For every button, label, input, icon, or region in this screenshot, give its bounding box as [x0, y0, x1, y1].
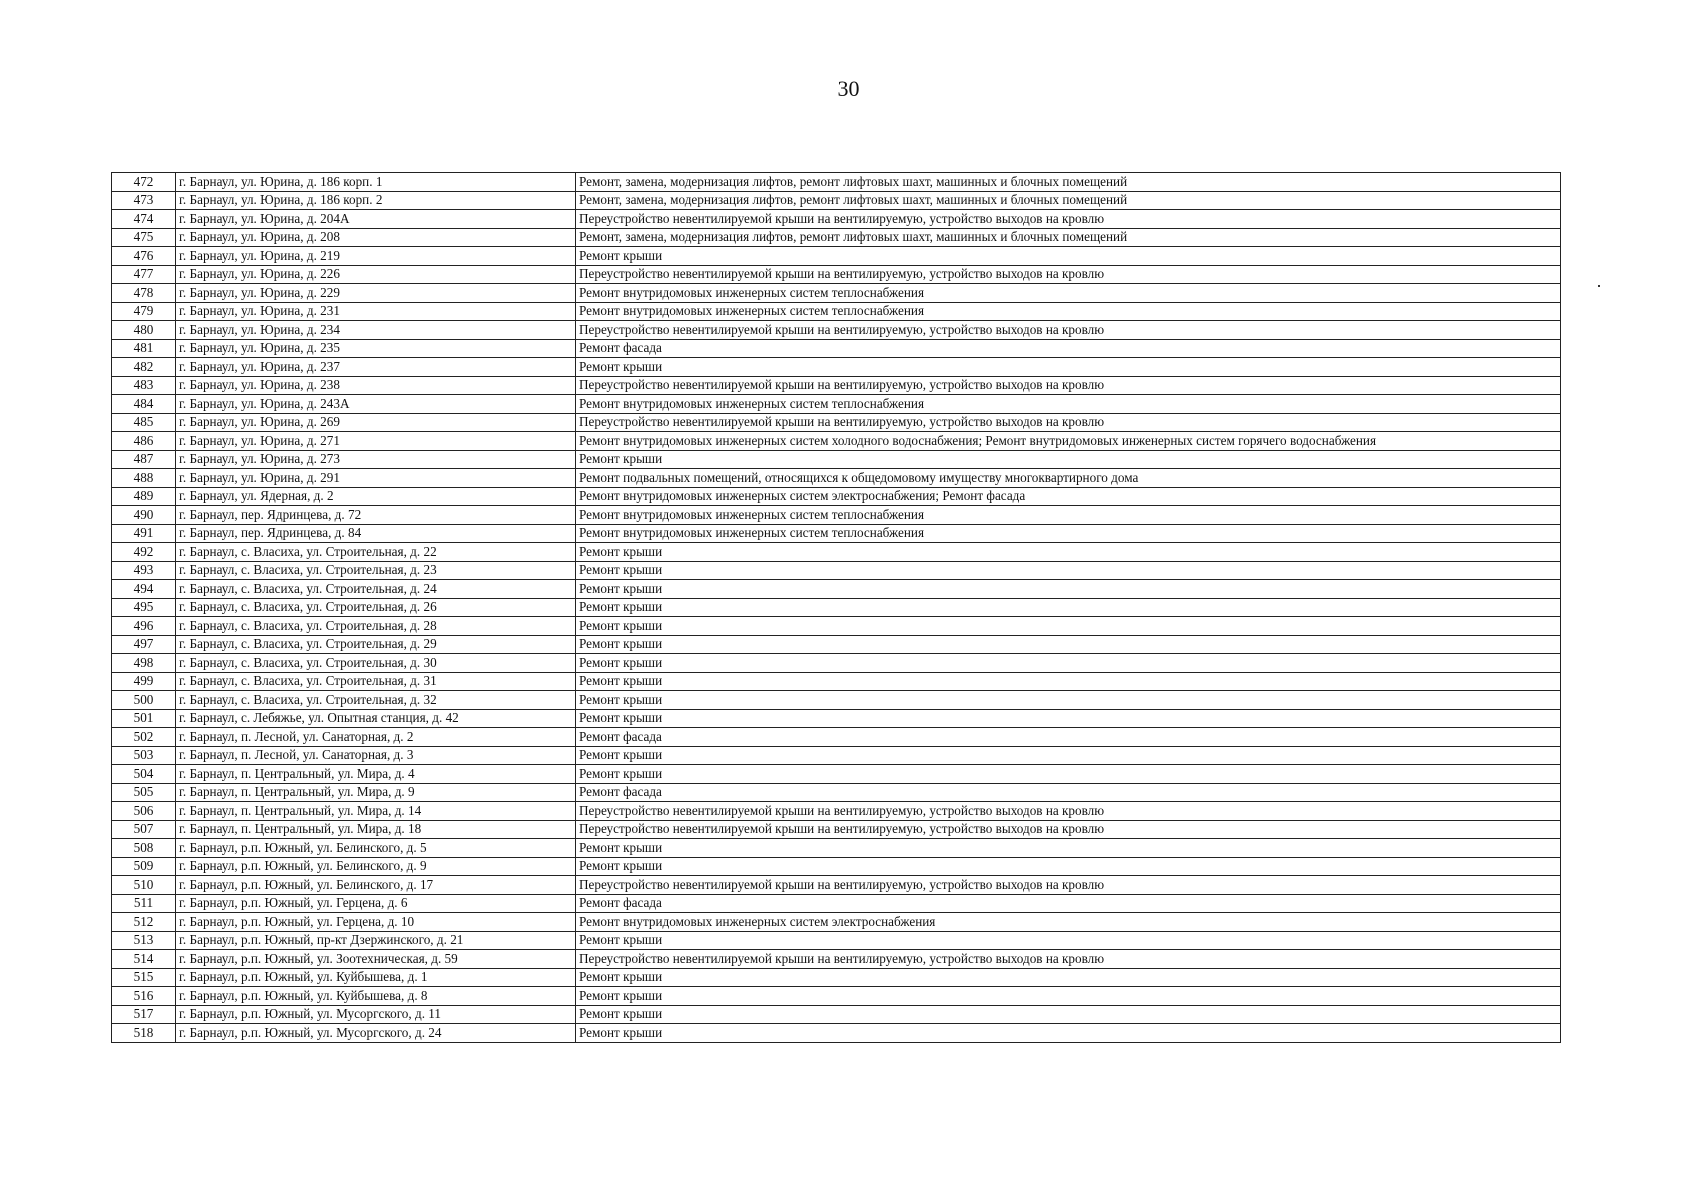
- work-type-cell: Ремонт крыши: [576, 765, 1561, 784]
- work-type-cell: Переустройство невентилируемой крыши на вентилируемую, устройство выходов на кровлю: [576, 802, 1561, 821]
- row-number-cell: 479: [112, 302, 176, 321]
- address-cell: г. Барнаул, р.п. Южный, ул. Зоотехническая, д. 59: [176, 950, 576, 969]
- repair-register-table: [111, 172, 1561, 1043]
- row-number-cell: 511: [112, 894, 176, 913]
- table-row: [112, 950, 1561, 969]
- work-type-cell: Переустройство невентилируемой крыши на вентилируемую, устройство выходов на кровлю: [576, 376, 1561, 395]
- table-row: [112, 691, 1561, 710]
- address-cell: г. Барнаул, ул. Юрина, д. 271: [176, 432, 576, 451]
- work-type-cell: Переустройство невентилируемой крыши на вентилируемую, устройство выходов на кровлю: [576, 210, 1561, 229]
- address-cell: г. Барнаул, ул. Юрина, д. 273: [176, 450, 576, 469]
- work-type-cell: Ремонт внутридомовых инженерных систем теплоснабжения: [576, 506, 1561, 525]
- table-row: [112, 1005, 1561, 1024]
- table-row: [112, 543, 1561, 562]
- address-cell: г. Барнаул, р.п. Южный, ул. Мусоргского, д. 11: [176, 1005, 576, 1024]
- table-row: [112, 247, 1561, 266]
- row-number-cell: 484: [112, 395, 176, 414]
- table-row: [112, 450, 1561, 469]
- row-number-cell: 472: [112, 173, 176, 192]
- address-cell: г. Барнаул, ул. Юрина, д. 204А: [176, 210, 576, 229]
- address-cell: г. Барнаул, пер. Ядринцева, д. 72: [176, 506, 576, 525]
- table-row: [112, 173, 1561, 192]
- table-row: [112, 487, 1561, 506]
- address-cell: г. Барнаул, пер. Ядринцева, д. 84: [176, 524, 576, 543]
- work-type-cell: Ремонт крыши: [576, 691, 1561, 710]
- table-row: [112, 284, 1561, 303]
- row-number-cell: 489: [112, 487, 176, 506]
- row-number-cell: 492: [112, 543, 176, 562]
- table-row: [112, 894, 1561, 913]
- work-type-cell: Переустройство невентилируемой крыши на вентилируемую, устройство выходов на кровлю: [576, 876, 1561, 895]
- address-cell: г. Барнаул, с. Лебяжье, ул. Опытная станция, д. 42: [176, 709, 576, 728]
- table-row: [112, 210, 1561, 229]
- row-number-cell: 502: [112, 728, 176, 747]
- table-row: [112, 432, 1561, 451]
- table-row: [112, 228, 1561, 247]
- address-cell: г. Барнаул, ул. Юрина, д. 226: [176, 265, 576, 284]
- work-type-cell: Ремонт крыши: [576, 450, 1561, 469]
- work-type-cell: Ремонт фасада: [576, 783, 1561, 802]
- table-row: [112, 191, 1561, 210]
- row-number-cell: 482: [112, 358, 176, 377]
- row-number-cell: 504: [112, 765, 176, 784]
- table-row: [112, 839, 1561, 858]
- page-number: 30: [837, 76, 860, 101]
- table-row: [112, 709, 1561, 728]
- work-type-cell: Ремонт крыши: [576, 857, 1561, 876]
- table-row: [112, 598, 1561, 617]
- table-row: [112, 321, 1561, 340]
- table-row: [112, 728, 1561, 747]
- table-row: [112, 987, 1561, 1006]
- work-type-cell: Ремонт крыши: [576, 1005, 1561, 1024]
- table-row: [112, 358, 1561, 377]
- work-type-cell: Ремонт крыши: [576, 358, 1561, 377]
- address-cell: г. Барнаул, п. Центральный, ул. Мира, д. 9: [176, 783, 576, 802]
- work-type-cell: Переустройство невентилируемой крыши на вентилируемую, устройство выходов на кровлю: [576, 413, 1561, 432]
- work-type-cell: Ремонт крыши: [576, 709, 1561, 728]
- table-row: [112, 672, 1561, 691]
- row-number-cell: 516: [112, 987, 176, 1006]
- table-row: [112, 469, 1561, 488]
- table-row: [112, 635, 1561, 654]
- address-cell: г. Барнаул, п. Центральный, ул. Мира, д. 4: [176, 765, 576, 784]
- table-row: [112, 339, 1561, 358]
- row-number-cell: 507: [112, 820, 176, 839]
- row-number-cell: 485: [112, 413, 176, 432]
- address-cell: г. Барнаул, с. Власиха, ул. Строительная, д. 24: [176, 580, 576, 599]
- table-row: [112, 876, 1561, 895]
- table-row: [112, 506, 1561, 525]
- row-number-cell: 474: [112, 210, 176, 229]
- work-type-cell: Ремонт фасада: [576, 728, 1561, 747]
- row-number-cell: 505: [112, 783, 176, 802]
- address-cell: г. Барнаул, р.п. Южный, ул. Белинского, д. 9: [176, 857, 576, 876]
- address-cell: г. Барнаул, ул. Юрина, д. 219: [176, 247, 576, 266]
- address-cell: г. Барнаул, р.п. Южный, ул. Герцена, д. 6: [176, 894, 576, 913]
- address-cell: г. Барнаул, п. Центральный, ул. Мира, д. 18: [176, 820, 576, 839]
- work-type-cell: Переустройство невентилируемой крыши на вентилируемую, устройство выходов на кровлю: [576, 321, 1561, 340]
- row-number-cell: 506: [112, 802, 176, 821]
- address-cell: г. Барнаул, ул. Юрина, д. 229: [176, 284, 576, 303]
- table-row: [112, 746, 1561, 765]
- address-cell: г. Барнаул, ул. Юрина, д. 235: [176, 339, 576, 358]
- row-number-cell: 487: [112, 450, 176, 469]
- work-type-cell: Ремонт крыши: [576, 561, 1561, 580]
- work-type-cell: Ремонт крыши: [576, 1024, 1561, 1043]
- work-type-cell: Ремонт внутридомовых инженерных систем теплоснабжения: [576, 284, 1561, 303]
- work-type-cell: Ремонт, замена, модернизация лифтов, ремонт лифтовых шахт, машинных и блочных помещений: [576, 191, 1561, 210]
- row-number-cell: 510: [112, 876, 176, 895]
- address-cell: г. Барнаул, ул. Юрина, д. 186 корп. 2: [176, 191, 576, 210]
- register-body: [112, 173, 1561, 1043]
- row-number-cell: 478: [112, 284, 176, 303]
- work-type-cell: Ремонт крыши: [576, 598, 1561, 617]
- row-number-cell: 501: [112, 709, 176, 728]
- work-type-cell: Ремонт фасада: [576, 894, 1561, 913]
- address-cell: г. Барнаул, ул. Юрина, д. 234: [176, 321, 576, 340]
- work-type-cell: Ремонт внутридомовых инженерных систем теплоснабжения: [576, 302, 1561, 321]
- row-number-cell: 513: [112, 931, 176, 950]
- address-cell: г. Барнаул, п. Лесной, ул. Санаторная, д. 3: [176, 746, 576, 765]
- address-cell: г. Барнаул, р.п. Южный, ул. Белинского, д. 17: [176, 876, 576, 895]
- row-number-cell: 493: [112, 561, 176, 580]
- address-cell: г. Барнаул, с. Власиха, ул. Строительная, д. 22: [176, 543, 576, 562]
- row-number-cell: 512: [112, 913, 176, 932]
- work-type-cell: Ремонт крыши: [576, 987, 1561, 1006]
- address-cell: г. Барнаул, с. Власиха, ул. Строительная, д. 26: [176, 598, 576, 617]
- row-number-cell: 490: [112, 506, 176, 525]
- work-type-cell: Ремонт крыши: [576, 968, 1561, 987]
- table-row: [112, 524, 1561, 543]
- row-number-cell: 496: [112, 617, 176, 636]
- scan-artifact-dot: [1598, 285, 1600, 287]
- work-type-cell: Ремонт внутридомовых инженерных систем электроснабжения: [576, 913, 1561, 932]
- table-row: [112, 802, 1561, 821]
- table-row: [112, 931, 1561, 950]
- work-type-cell: Ремонт крыши: [576, 543, 1561, 562]
- address-cell: г. Барнаул, р.п. Южный, ул. Куйбышева, д. 8: [176, 987, 576, 1006]
- row-number-cell: 509: [112, 857, 176, 876]
- work-type-cell: Ремонт крыши: [576, 839, 1561, 858]
- table-row: [112, 561, 1561, 580]
- row-number-cell: 515: [112, 968, 176, 987]
- work-type-cell: Ремонт крыши: [576, 635, 1561, 654]
- row-number-cell: 500: [112, 691, 176, 710]
- work-type-cell: Ремонт крыши: [576, 580, 1561, 599]
- address-cell: г. Барнаул, ул. Юрина, д. 238: [176, 376, 576, 395]
- row-number-cell: 481: [112, 339, 176, 358]
- address-cell: г. Барнаул, ул. Юрина, д. 231: [176, 302, 576, 321]
- address-cell: г. Барнаул, с. Власиха, ул. Строительная, д. 23: [176, 561, 576, 580]
- address-cell: г. Барнаул, п. Центральный, ул. Мира, д. 14: [176, 802, 576, 821]
- table-row: [112, 913, 1561, 932]
- row-number-cell: 499: [112, 672, 176, 691]
- work-type-cell: Ремонт внутридомовых инженерных систем электроснабжения; Ремонт фасада: [576, 487, 1561, 506]
- address-cell: г. Барнаул, с. Власиха, ул. Строительная, д. 29: [176, 635, 576, 654]
- work-type-cell: Переустройство невентилируемой крыши на вентилируемую, устройство выходов на кровлю: [576, 950, 1561, 969]
- table-row: [112, 617, 1561, 636]
- address-cell: г. Барнаул, п. Лесной, ул. Санаторная, д. 2: [176, 728, 576, 747]
- table-row: [112, 654, 1561, 673]
- work-type-cell: Ремонт крыши: [576, 746, 1561, 765]
- address-cell: г. Барнаул, с. Власиха, ул. Строительная, д. 32: [176, 691, 576, 710]
- row-number-cell: 476: [112, 247, 176, 266]
- work-type-cell: Ремонт крыши: [576, 931, 1561, 950]
- work-type-cell: Ремонт, замена, модернизация лифтов, ремонт лифтовых шахт, машинных и блочных помещений: [576, 173, 1561, 192]
- work-type-cell: Ремонт, замена, модернизация лифтов, ремонт лифтовых шахт, машинных и блочных помещений: [576, 228, 1561, 247]
- row-number-cell: 480: [112, 321, 176, 340]
- work-type-cell: Ремонт крыши: [576, 672, 1561, 691]
- row-number-cell: 517: [112, 1005, 176, 1024]
- row-number-cell: 491: [112, 524, 176, 543]
- work-type-cell: Ремонт крыши: [576, 247, 1561, 266]
- table-row: [112, 265, 1561, 284]
- row-number-cell: 508: [112, 839, 176, 858]
- row-number-cell: 495: [112, 598, 176, 617]
- address-cell: г. Барнаул, с. Власиха, ул. Строительная, д. 28: [176, 617, 576, 636]
- work-type-cell: Ремонт внутридомовых инженерных систем теплоснабжения: [576, 524, 1561, 543]
- row-number-cell: 473: [112, 191, 176, 210]
- work-type-cell: Переустройство невентилируемой крыши на вентилируемую, устройство выходов на кровлю: [576, 820, 1561, 839]
- table-row: [112, 765, 1561, 784]
- row-number-cell: 497: [112, 635, 176, 654]
- table-row: [112, 1024, 1561, 1043]
- table-row: [112, 395, 1561, 414]
- address-cell: г. Барнаул, р.п. Южный, пр-кт Дзержинского, д. 21: [176, 931, 576, 950]
- table-row: [112, 302, 1561, 321]
- address-cell: г. Барнаул, ул. Юрина, д. 243А: [176, 395, 576, 414]
- address-cell: г. Барнаул, р.п. Южный, ул. Белинского, д. 5: [176, 839, 576, 858]
- address-cell: г. Барнаул, р.п. Южный, ул. Мусоргского, д. 24: [176, 1024, 576, 1043]
- row-number-cell: 518: [112, 1024, 176, 1043]
- address-cell: г. Барнаул, ул. Юрина, д. 186 корп. 1: [176, 173, 576, 192]
- address-cell: г. Барнаул, р.п. Южный, ул. Куйбышева, д. 1: [176, 968, 576, 987]
- work-type-cell: Ремонт крыши: [576, 654, 1561, 673]
- row-number-cell: 486: [112, 432, 176, 451]
- row-number-cell: 477: [112, 265, 176, 284]
- table-row: [112, 580, 1561, 599]
- table-row: [112, 413, 1561, 432]
- address-cell: г. Барнаул, р.п. Южный, ул. Герцена, д. 10: [176, 913, 576, 932]
- address-cell: г. Барнаул, с. Власиха, ул. Строительная, д. 31: [176, 672, 576, 691]
- row-number-cell: 514: [112, 950, 176, 969]
- work-type-cell: Ремонт фасада: [576, 339, 1561, 358]
- table-row: [112, 783, 1561, 802]
- row-number-cell: 475: [112, 228, 176, 247]
- address-cell: г. Барнаул, ул. Ядерная, д. 2: [176, 487, 576, 506]
- address-cell: г. Барнаул, ул. Юрина, д. 291: [176, 469, 576, 488]
- work-type-cell: Ремонт внутридомовых инженерных систем теплоснабжения: [576, 395, 1561, 414]
- table-row: [112, 820, 1561, 839]
- row-number-cell: 503: [112, 746, 176, 765]
- address-cell: г. Барнаул, ул. Юрина, д. 269: [176, 413, 576, 432]
- row-number-cell: 488: [112, 469, 176, 488]
- address-cell: г. Барнаул, с. Власиха, ул. Строительная, д. 30: [176, 654, 576, 673]
- address-cell: г. Барнаул, ул. Юрина, д. 208: [176, 228, 576, 247]
- row-number-cell: 498: [112, 654, 176, 673]
- table-row: [112, 376, 1561, 395]
- row-number-cell: 483: [112, 376, 176, 395]
- address-cell: г. Барнаул, ул. Юрина, д. 237: [176, 358, 576, 377]
- work-type-cell: Ремонт подвальных помещений, относящихся к общедомовому имуществу многоквартирного дома: [576, 469, 1561, 488]
- row-number-cell: 494: [112, 580, 176, 599]
- work-type-cell: Ремонт крыши: [576, 617, 1561, 636]
- work-type-cell: Переустройство невентилируемой крыши на вентилируемую, устройство выходов на кровлю: [576, 265, 1561, 284]
- table-row: [112, 857, 1561, 876]
- table-row: [112, 968, 1561, 987]
- work-type-cell: Ремонт внутридомовых инженерных систем холодного водоснабжения; Ремонт внутридомовых инженерных систем горячего водоснабжения: [576, 432, 1561, 451]
